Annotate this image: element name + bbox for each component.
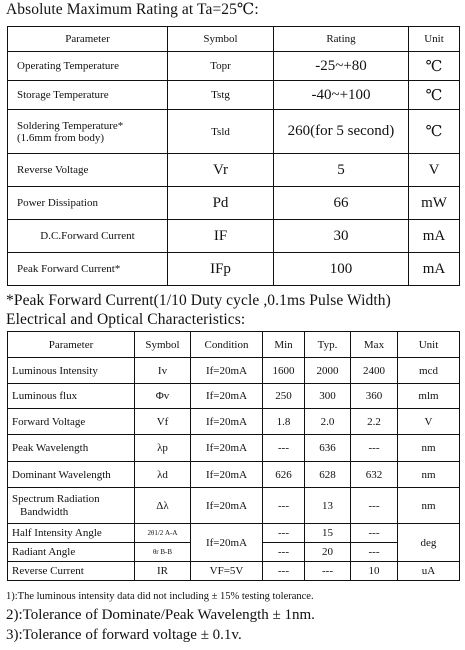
absolute-max-title: Absolute Maximum Rating at Ta=25℃: — [6, 1, 259, 18]
table-row — [8, 562, 460, 581]
unit-cell: nm — [398, 488, 460, 524]
param-cell: Half Intensity Angle — [8, 524, 135, 543]
table-row — [8, 524, 460, 543]
min-cell: --- — [263, 488, 305, 524]
param-cell: Dominant Wavelength — [8, 462, 135, 488]
param-cell — [8, 110, 168, 154]
symbol-cell: Tsld — [168, 110, 274, 154]
max-cell: 2.2 — [351, 409, 398, 435]
param-cell: Radiant Angle — [8, 543, 135, 562]
symbol-cell: IFp — [168, 253, 274, 286]
header-min: Min — [263, 332, 305, 358]
header-symbol: Symbol — [168, 27, 274, 52]
symbol-cell: λd — [135, 462, 191, 488]
typ-cell: 13 — [305, 488, 351, 524]
unit-cell: ℃ — [409, 81, 460, 110]
max-cell: --- — [351, 543, 398, 562]
symbol-cell: Δλ — [135, 488, 191, 524]
unit-cell: mlm — [398, 384, 460, 409]
header-symbol: Symbol — [135, 332, 191, 358]
header-condition: Condition — [191, 332, 263, 358]
header-parameter: Parameter — [8, 332, 135, 358]
unit-cell: V — [398, 409, 460, 435]
param-cell: Luminous Intensity — [8, 358, 135, 384]
symbol-cell: 2θ1/2 A-A — [135, 524, 191, 543]
param-cell: Reverse Current — [8, 562, 135, 581]
min-cell: 1.8 — [263, 409, 305, 435]
typ-cell: 2000 — [305, 358, 351, 384]
typ-cell: 20 — [305, 543, 351, 562]
header-unit: Unit — [409, 27, 460, 52]
param-cell: Power Dissipation — [8, 187, 168, 220]
header-unit: Unit — [398, 332, 460, 358]
unit-cell: V — [409, 154, 460, 187]
min-cell: --- — [263, 562, 305, 581]
table-row — [8, 358, 460, 384]
table-row — [8, 187, 460, 220]
header-rating: Rating — [274, 27, 409, 52]
unit-cell: nm — [398, 435, 460, 462]
rating-cell: 260(for 5 second) — [274, 110, 409, 154]
typ-cell: 15 — [305, 524, 351, 543]
symbol-cell: IF — [168, 220, 274, 253]
condition-cell: If=20mA — [191, 358, 263, 384]
symbol-cell: λp — [135, 435, 191, 462]
table-row — [8, 435, 460, 462]
rating-cell: 5 — [274, 154, 409, 187]
min-cell: --- — [263, 435, 305, 462]
param-line-2: Bandwidth — [20, 505, 69, 518]
rating-cell: -25~+80 — [274, 52, 409, 81]
min-cell: 1600 — [263, 358, 305, 384]
table-header-row — [8, 332, 460, 358]
max-cell: --- — [351, 435, 398, 462]
unit-cell: ℃ — [409, 110, 460, 154]
table-row — [8, 81, 460, 110]
rating-cell: 66 — [274, 187, 409, 220]
symbol-cell: Vf — [135, 409, 191, 435]
param-cell: Reverse Voltage — [8, 154, 168, 187]
table-row — [8, 253, 460, 286]
typ-cell: --- — [305, 562, 351, 581]
typ-cell: 300 — [305, 384, 351, 409]
condition-cell: If=20mA — [191, 462, 263, 488]
max-cell: --- — [351, 524, 398, 543]
condition-cell: If=20mA — [191, 409, 263, 435]
condition-cell-merged: If=20mA — [191, 524, 263, 562]
unit-cell: nm — [398, 462, 460, 488]
rating-cell: -40~+100 — [274, 81, 409, 110]
unit-cell: ℃ — [409, 52, 460, 81]
symbol-cell: Iv — [135, 358, 191, 384]
table-row — [8, 110, 460, 154]
unit-cell: mA — [409, 220, 460, 253]
table-row — [8, 384, 460, 409]
unit-cell: mW — [409, 187, 460, 220]
param-line-2: (1.6mm from body) — [17, 131, 105, 144]
typ-cell: 636 — [305, 435, 351, 462]
symbol-cell: Topr — [168, 52, 274, 81]
table-row — [8, 220, 460, 253]
unit-cell-merged: deg — [398, 524, 460, 562]
header-parameter: Parameter — [8, 27, 168, 52]
max-cell: 2400 — [351, 358, 398, 384]
param-cell: Forward Voltage — [8, 409, 135, 435]
max-cell: --- — [351, 488, 398, 524]
unit-cell: uA — [398, 562, 460, 581]
param-line-1: Soldering Temperature* — [17, 119, 124, 132]
min-cell: 626 — [263, 462, 305, 488]
condition-cell: If=20mA — [191, 384, 263, 409]
param-cell: Operating Temperature — [8, 52, 168, 81]
symbol-cell: Vr — [168, 154, 274, 187]
header-max: Max — [351, 332, 398, 358]
param-cell: Peak Wavelength — [8, 435, 135, 462]
max-cell: 632 — [351, 462, 398, 488]
rating-cell: 100 — [274, 253, 409, 286]
symbol-cell: θr B-B — [135, 543, 191, 562]
param-cell: Luminous flux — [8, 384, 135, 409]
symbol-cell: Φv — [135, 384, 191, 409]
typ-cell: 628 — [305, 462, 351, 488]
electrical-optical-table — [7, 331, 460, 581]
param-cell: D.C.Forward Current — [8, 220, 168, 253]
note-1: 1):The luminous intensity data did not including ± 15% testing tolerance. — [6, 591, 314, 602]
note-3: 3):Tolerance of forward voltage ± 0.1v. — [6, 627, 242, 643]
symbol-cell: IR — [135, 562, 191, 581]
param-cell: Peak Forward Current* — [8, 253, 168, 286]
param-line-1: Spectrum Radiation — [12, 492, 100, 505]
condition-cell: If=20mA — [191, 435, 263, 462]
table-header-row — [8, 27, 460, 52]
condition-cell: VF=5V — [191, 562, 263, 581]
peak-current-note: *Peak Forward Current(1/10 Duty cycle ,0.1ms Pulse Width) — [6, 292, 391, 309]
symbol-cell: Pd — [168, 187, 274, 220]
max-cell: 360 — [351, 384, 398, 409]
rating-cell: 30 — [274, 220, 409, 253]
condition-cell: If=20mA — [191, 488, 263, 524]
param-cell — [8, 488, 135, 524]
typ-cell: 2.0 — [305, 409, 351, 435]
symbol-cell: Tstg — [168, 81, 274, 110]
table-row — [8, 52, 460, 81]
header-typ: Typ. — [305, 332, 351, 358]
unit-cell: mcd — [398, 358, 460, 384]
table-row — [8, 462, 460, 488]
unit-cell: mA — [409, 253, 460, 286]
max-cell: 10 — [351, 562, 398, 581]
absolute-max-table — [7, 26, 460, 286]
min-cell: --- — [263, 524, 305, 543]
note-2: 2):Tolerance of Dominate/Peak Wavelength ± 1nm. — [6, 607, 315, 623]
min-cell: 250 — [263, 384, 305, 409]
param-cell: Storage Temperature — [8, 81, 168, 110]
table-row — [8, 154, 460, 187]
electrical-optical-title: Electrical and Optical Characteristics: — [6, 311, 246, 328]
min-cell: --- — [263, 543, 305, 562]
table-row — [8, 488, 460, 524]
table-row — [8, 409, 460, 435]
